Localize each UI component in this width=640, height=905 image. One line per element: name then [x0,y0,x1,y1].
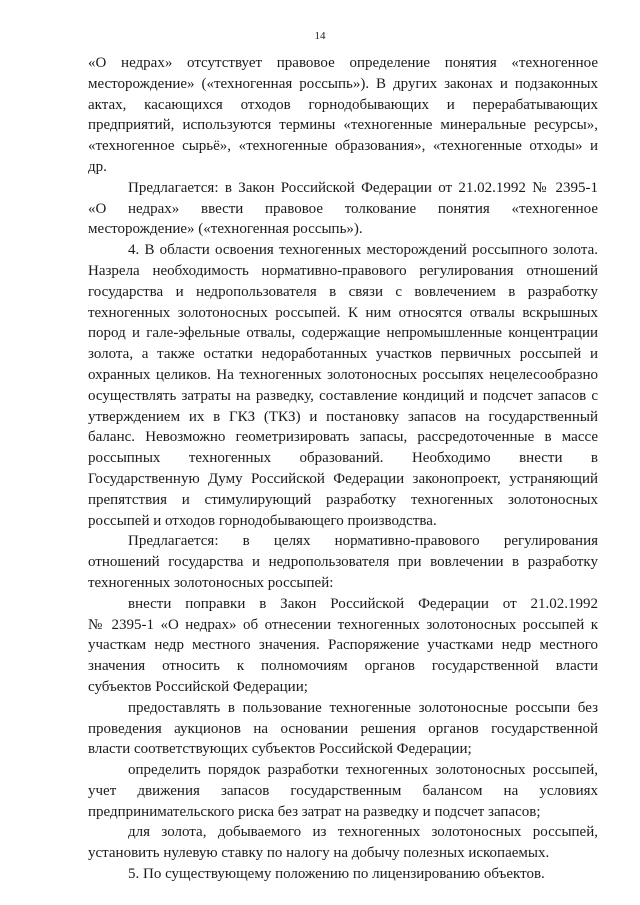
text-line: для золота, добываемого из техногенных золотоносных россыпей, [128,824,598,841]
text-line: значения относить к полномочиям органов государственной власти [88,658,598,675]
paragraph [88,822,598,864]
text-line: осуществлять затраты на разведку, составление кондиций и подсчет запасов с [88,387,598,404]
paragraph [88,594,598,698]
text-line: пород и гале-эфельные отвалы, содержащие непромышленные концентрации [88,325,598,342]
text-line: установить нулевую ставку по налогу на добычу полезных ископаемых. [88,845,550,862]
text-line: техногенных золотоносных россыпей: [88,574,334,591]
text-line: техногенных золотоносных россыпей. К ним относятся отвалы вскрышных [88,304,598,321]
text-line: субъектов Российской Федерации; [88,678,308,695]
paragraph [88,53,598,178]
paragraph [88,531,598,593]
text-line: предприятий, используются термины «техногенные минеральные ресурсы», [88,117,598,134]
text-line: Государственную Думу Российской Федерации законопроект, устраняющий [88,470,598,487]
text-line: государства и недропользователя в связи с вовлечением в разработку [88,283,598,300]
text-line: золота, а также остатки недоработанных участков первичных россыпей и [88,346,598,363]
text-line: др. [88,158,107,175]
text-line: Предлагается: в Закон Российской Федерации от 21.02.1992 № 2395-1 [128,179,598,196]
text-line: 5. По существующему положению по лицензированию объектов. [128,866,545,883]
text-line: предоставлять в пользование техногенные золотоносные россыпи без [128,699,598,716]
paragraph [88,760,598,822]
paragraph [88,240,598,531]
text-line: предпринимательского риска без затрат на разведку и подсчет запасов; [88,803,541,820]
text-line: учет движения запасов государственным балансом на условиях [88,782,598,799]
text-line: Предлагается: в целях нормативно-правового регулирования [128,533,598,550]
text-line: утверждением их в ГКЗ (ТКЗ) и постановку запасов на государственный [88,408,598,425]
text-line: отношений государства и недропользователя при вовлечении в разработку [88,554,598,571]
text-line: актах, касающихся отходов горнодобывающих и перерабатывающих [88,96,598,113]
text-line: «О недрах» отсутствует правовое определение понятия «техногенное [88,55,598,71]
text-line: россыпей и отходов горнодобывающего производства. [88,512,437,529]
text-line: проведения аукционов на основании решения органов государственной [88,720,598,737]
text-line: определить порядок разработки техногенных золотоносных россыпей, [128,762,598,779]
paragraph [88,698,598,760]
paragraph [88,864,598,885]
text-line: россыпных техногенных образований. Необходимо внести в [88,450,598,467]
text-line: месторождение» («техногенная россыпь»). В других законах и подзаконных [88,75,598,92]
text-line: № 2395-1 «О недрах» об отнесении техногенных золотоносных россыпей к [88,616,598,633]
text-line: Назрела необходимость нормативно-правового регулирования отношений [88,262,598,279]
paragraph [88,178,598,240]
text-line: участкам недр местного значения. Распоряжение участками недр местного [88,637,598,654]
text-line: «техногенное сырьё», «техногенные образования», «техногенные отходы» и [88,138,598,155]
page-number: 14 [314,30,326,42]
text-line: месторождение» («техногенная россыпь»). [88,221,363,238]
text-line: власти соответствующих субъектов Российской Федерации; [88,741,472,758]
document-body [88,53,598,885]
text-line: «О недрах» ввести правовое толкование понятия «техногенное [88,200,598,217]
text-line: внести поправки в Закон Российской Федерации от 21.02.1992 [128,595,598,612]
text-line: препятствия и стимулирующий разработку техногенных золотоносных [88,491,598,508]
text-line: баланс. Невозможно геометризировать запасы, рассредоточенные в массе [88,429,598,446]
text-line: охранных целиков. На техногенных золотоносных россыпях нецелесообразно [88,366,598,383]
text-line: 4. В области освоения техногенных месторождений россыпного золота. [128,242,598,259]
